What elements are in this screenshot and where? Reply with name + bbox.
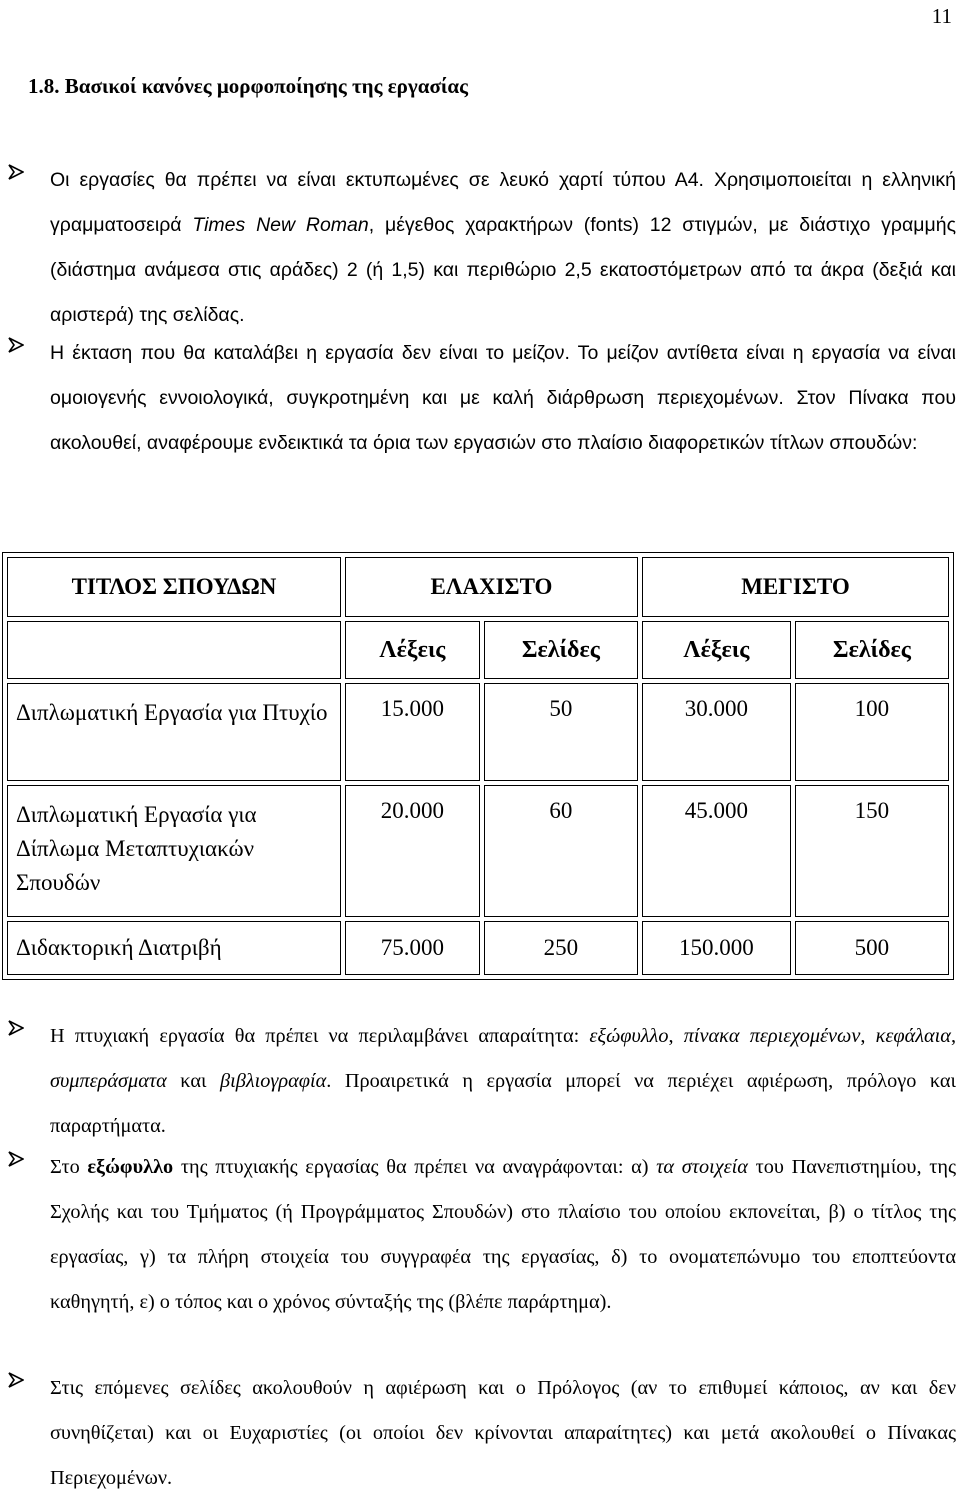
arrowhead-bullet-icon	[8, 1151, 24, 1167]
cell-min-words: 75.000	[345, 921, 480, 975]
subheader-max-pages: Σελίδες	[795, 621, 949, 679]
subheader-max-words: Λέξεις	[642, 621, 791, 679]
row-title: Διπλωματική Εργασία για Δίπλωμα Μεταπτυχιακών Σπουδών	[7, 785, 341, 917]
header-max: ΜΕΓΙΣΤΟ	[642, 557, 949, 617]
bullet-text: Η έκταση που θα καταλάβει η εργασία δεν είναι το μείζον. Το μείζον αντίθετα είναι η εργασία να είναι ομοιογενής εννοιολογικά, συγκροτημένη και με καλή διάρθρωση περιεχομένων. Στον Πίνακα που ακολουθεί, αναφέρουμε ενδεικτικά τα όρια των εργασιών στο πλαίσιο διαφορετικών τίτλων σπουδών:	[50, 342, 956, 454]
cell-min-words: 20.000	[345, 785, 480, 917]
cell-min-words: 15.000	[345, 683, 480, 781]
row-title: Διδακτορική Διατριβή	[7, 921, 341, 975]
bullet-text: Η πτυχιακή εργασία θα πρέπει να περιλαμβάνει απαραίτητα: εξώφυλλο, πίνακα περιεχομένων, κεφάλαια, συμπεράσματα και βιβλιογραφία. Προαιρετικά η εργασία μπορεί να περιέχει αφιέρωση, πρόλογο και παραρτήματα.	[50, 1025, 957, 1137]
cell-max-pages: 100	[795, 683, 949, 781]
subheader-empty	[7, 621, 341, 679]
page-number: 11	[931, 4, 952, 28]
arrowhead-bullet-icon	[8, 164, 24, 180]
cell-max-words: 150.000	[642, 921, 791, 975]
cell-max-pages: 500	[795, 921, 949, 975]
limits-table	[2, 552, 954, 980]
arrowhead-bullet-icon	[8, 1020, 24, 1036]
bullet-cover	[8, 1145, 956, 1325]
table-subheader-row	[7, 621, 949, 679]
bullet-text: Στις επόμενες σελίδες ακολουθούν η αφιέρωση και ο Πρόλογος (αν το επιθυμεί κάποιος, αν και δεν συνηθίζεται) και οι Ευχαριστίες (οι οποίοι δεν κρίνονται απαραίτητες) και μετά ακολουθεί ο Πίνακας Περιεχομένων.	[50, 1377, 956, 1489]
table-row	[7, 921, 949, 975]
section-heading: 1.8. Βασικοί κανόνες μορφοποίησης της εργασίας	[28, 74, 468, 98]
bullet-contents	[8, 1014, 956, 1149]
bullet-text: Οι εργασίες θα πρέπει να είναι εκτυπωμένες σε λευκό χαρτί τύπου Α4. Χρησιμοποιείται η ελληνική γραμματοσειρά Times New Roman, μέγεθος χαρακτήρων (fonts) 12 στιγμών, με διάστιχο γραμμής (διάστημα ανάμεσα στις αράδες) 2 (ή 1,5) και περιθώριο 2,5 εκατοστόμετρων από τα άκρα (δεξιά και αριστερά) της σελίδας.	[50, 169, 956, 326]
bullet-formatting	[8, 158, 956, 338]
subheader-min-words: Λέξεις	[345, 621, 480, 679]
bullet-next-pages	[8, 1366, 956, 1501]
cell-max-words: 45.000	[642, 785, 791, 917]
row-title: Διπλωματική Εργασία για Πτυχίο	[7, 683, 341, 781]
subheader-min-pages: Σελίδες	[484, 621, 638, 679]
table-row	[7, 683, 949, 781]
table-header-row	[7, 557, 949, 617]
table-row	[7, 785, 949, 917]
arrowhead-bullet-icon	[8, 1372, 24, 1388]
cell-min-pages: 60	[484, 785, 638, 917]
header-min: ΕΛΑΧΙΣΤΟ	[345, 557, 638, 617]
bullet-text: Στο εξώφυλλο της πτυχιακής εργασίας θα πρέπει να αναγράφονται: α) τα στοιχεία του Πανεπιστημίου, της Σχολής και του Τμήματος (ή Προγράμματος Σπουδών) στο πλαίσιο του οποίου εκπονείται, β) ο τίτλος της εργασίας, γ) τα πλήρη στοιχεία του συγγραφέα της εργασίας, δ) το ονοματεπώνυμο του εποπτεύοντα καθηγητή, ε) ο τόπος και ο χρόνος σύνταξής της (βλέπε παράρτημα).	[50, 1156, 956, 1313]
cell-max-pages: 150	[795, 785, 949, 917]
cell-max-words: 30.000	[642, 683, 791, 781]
cell-min-pages: 250	[484, 921, 638, 975]
header-title: ΤΙΤΛΟΣ ΣΠΟΥΔΩΝ	[7, 557, 341, 617]
bullet-length	[8, 331, 956, 466]
cell-min-pages: 50	[484, 683, 638, 781]
arrowhead-bullet-icon	[8, 337, 24, 353]
